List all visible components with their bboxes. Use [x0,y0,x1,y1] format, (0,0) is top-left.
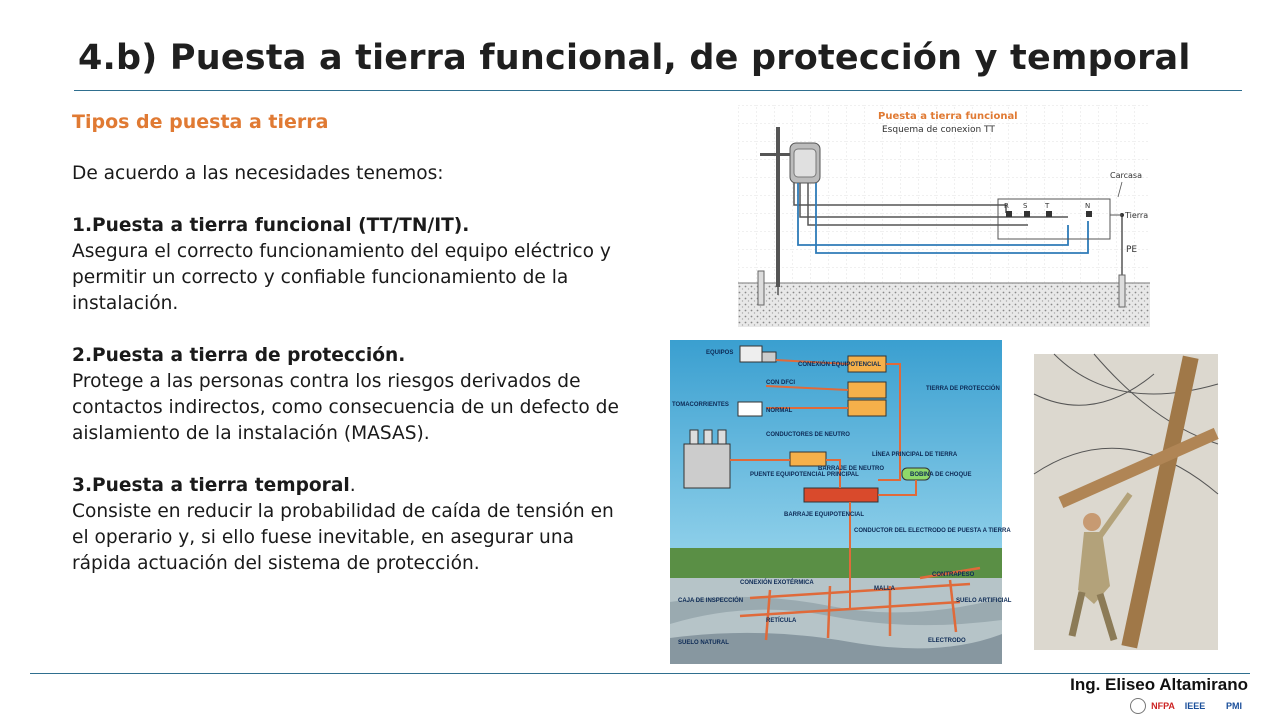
label-equipos: EQUIPOS [706,350,734,356]
label-tierra-proteccion: TIERRA DE PROTECCIÓN [926,386,1000,392]
label-malla: MALLA [874,586,895,592]
item-3-text: Consiste en reducir la probabilidad de caída de tensión en el operario y, si ello fuese inevitable, en asegurar una rápida actuación del sistema de protección. [72,501,614,574]
seal-logo [1130,698,1146,714]
item-3-heading [72,473,632,499]
tt-scheme-diagram [738,105,1150,327]
lineman-illustration [1034,354,1218,650]
tt-subtitle: Esquema de conexion TT [882,125,995,135]
label-conductor-electrodo: CONDUCTOR DEL ELECTRODO DE PUESTA A TIERRA [854,528,1011,534]
label-tomacorrientes: TOMACORRIENTES [672,402,729,408]
label-bobina-choque: BOBINA DE CHOQUE [910,472,972,478]
label-puente-equipotencial: PUENTE EQUIPOTENCIAL PRINCIPAL [750,472,859,478]
label-suelo-natural: SUELO NATURAL [678,640,729,646]
intro-text: De acuerdo a las necesidades tenemos: [72,163,444,184]
nfpa-logo: NFPA [1151,701,1175,711]
label-barraje-neutro: BARRAJE DE NEUTRO [818,466,885,472]
tt-title: Puesta a tierra funcional [878,111,1018,122]
label-r: R [1004,202,1009,210]
label-electrodo: ELECTRODO [928,638,966,644]
protection-grounding-figure [670,340,1012,664]
tt-scheme-figure [738,105,1150,327]
footer-logos [1130,696,1252,716]
item-2-text: Protege a las personas contra los riesgos derivados de contactos indirectos, como consecuencia de un defecto de aislamiento de la instalación (MASAS). [72,371,619,444]
item-1-text: Asegura el correcto funcionamiento del equipo eléctrico y permitir un correcto y confiable funcionamiento de la instalación. [72,241,611,314]
label-t: T [1045,202,1050,210]
label-pe: PE [1126,245,1138,255]
item-2-heading: 2.Puesta a tierra de protección. [72,345,406,366]
ieee-logo: IEEE [1184,701,1206,711]
label-normal: NORMAL [766,408,793,414]
label-linea-principal: LÍNEA PRINCIPAL DE TIERRA [872,452,958,458]
item-3-heading-suffix: . [349,475,356,496]
footer-rule [30,673,1250,674]
label-caja-inspeccion: CAJA DE INSPECCIÓN [678,598,744,604]
pmi-logo: PMI [1225,701,1242,711]
item-3-heading-text: 3.Puesta a tierra temporal [72,475,350,496]
footer-author: Ing. Eliseo Altamirano [1070,675,1248,694]
title-rule [74,90,1242,91]
label-n: N [1085,202,1091,210]
label-tierra: Tierra [1125,211,1149,220]
label-contrapeso: CONTRAPESO [932,572,975,578]
slide-title: 4.b) Puesta a tierra funcional, de protección y temporal [78,38,1191,78]
lineman-photo [1034,354,1218,650]
body-text [72,161,632,577]
label-s: S [1023,202,1028,210]
label-barraje-equipotencial: BARRAJE EQUIPOTENCIAL [784,512,865,518]
label-con-dfci: CON DFCI [766,380,795,386]
label-conductores-neutro: CONDUCTORES DE NEUTRO [766,432,850,438]
label-reticula: RETÍCULA [766,618,797,624]
label-suelo-artificial: SUELO ARTIFICIAL [956,598,1012,604]
label-carcasa: Carcasa [1110,171,1142,180]
protection-grounding-diagram [670,340,1012,664]
section-subtitle: Tipos de puesta a tierra [72,111,329,133]
label-conexion-equipotencial: CONEXIÓN EQUIPOTENCIAL [798,362,882,368]
label-conexion-exotermica: CONEXIÓN EXOTÉRMICA [740,580,814,586]
item-1-heading: 1.Puesta a tierra funcional (TT/TN/IT). [72,215,470,236]
